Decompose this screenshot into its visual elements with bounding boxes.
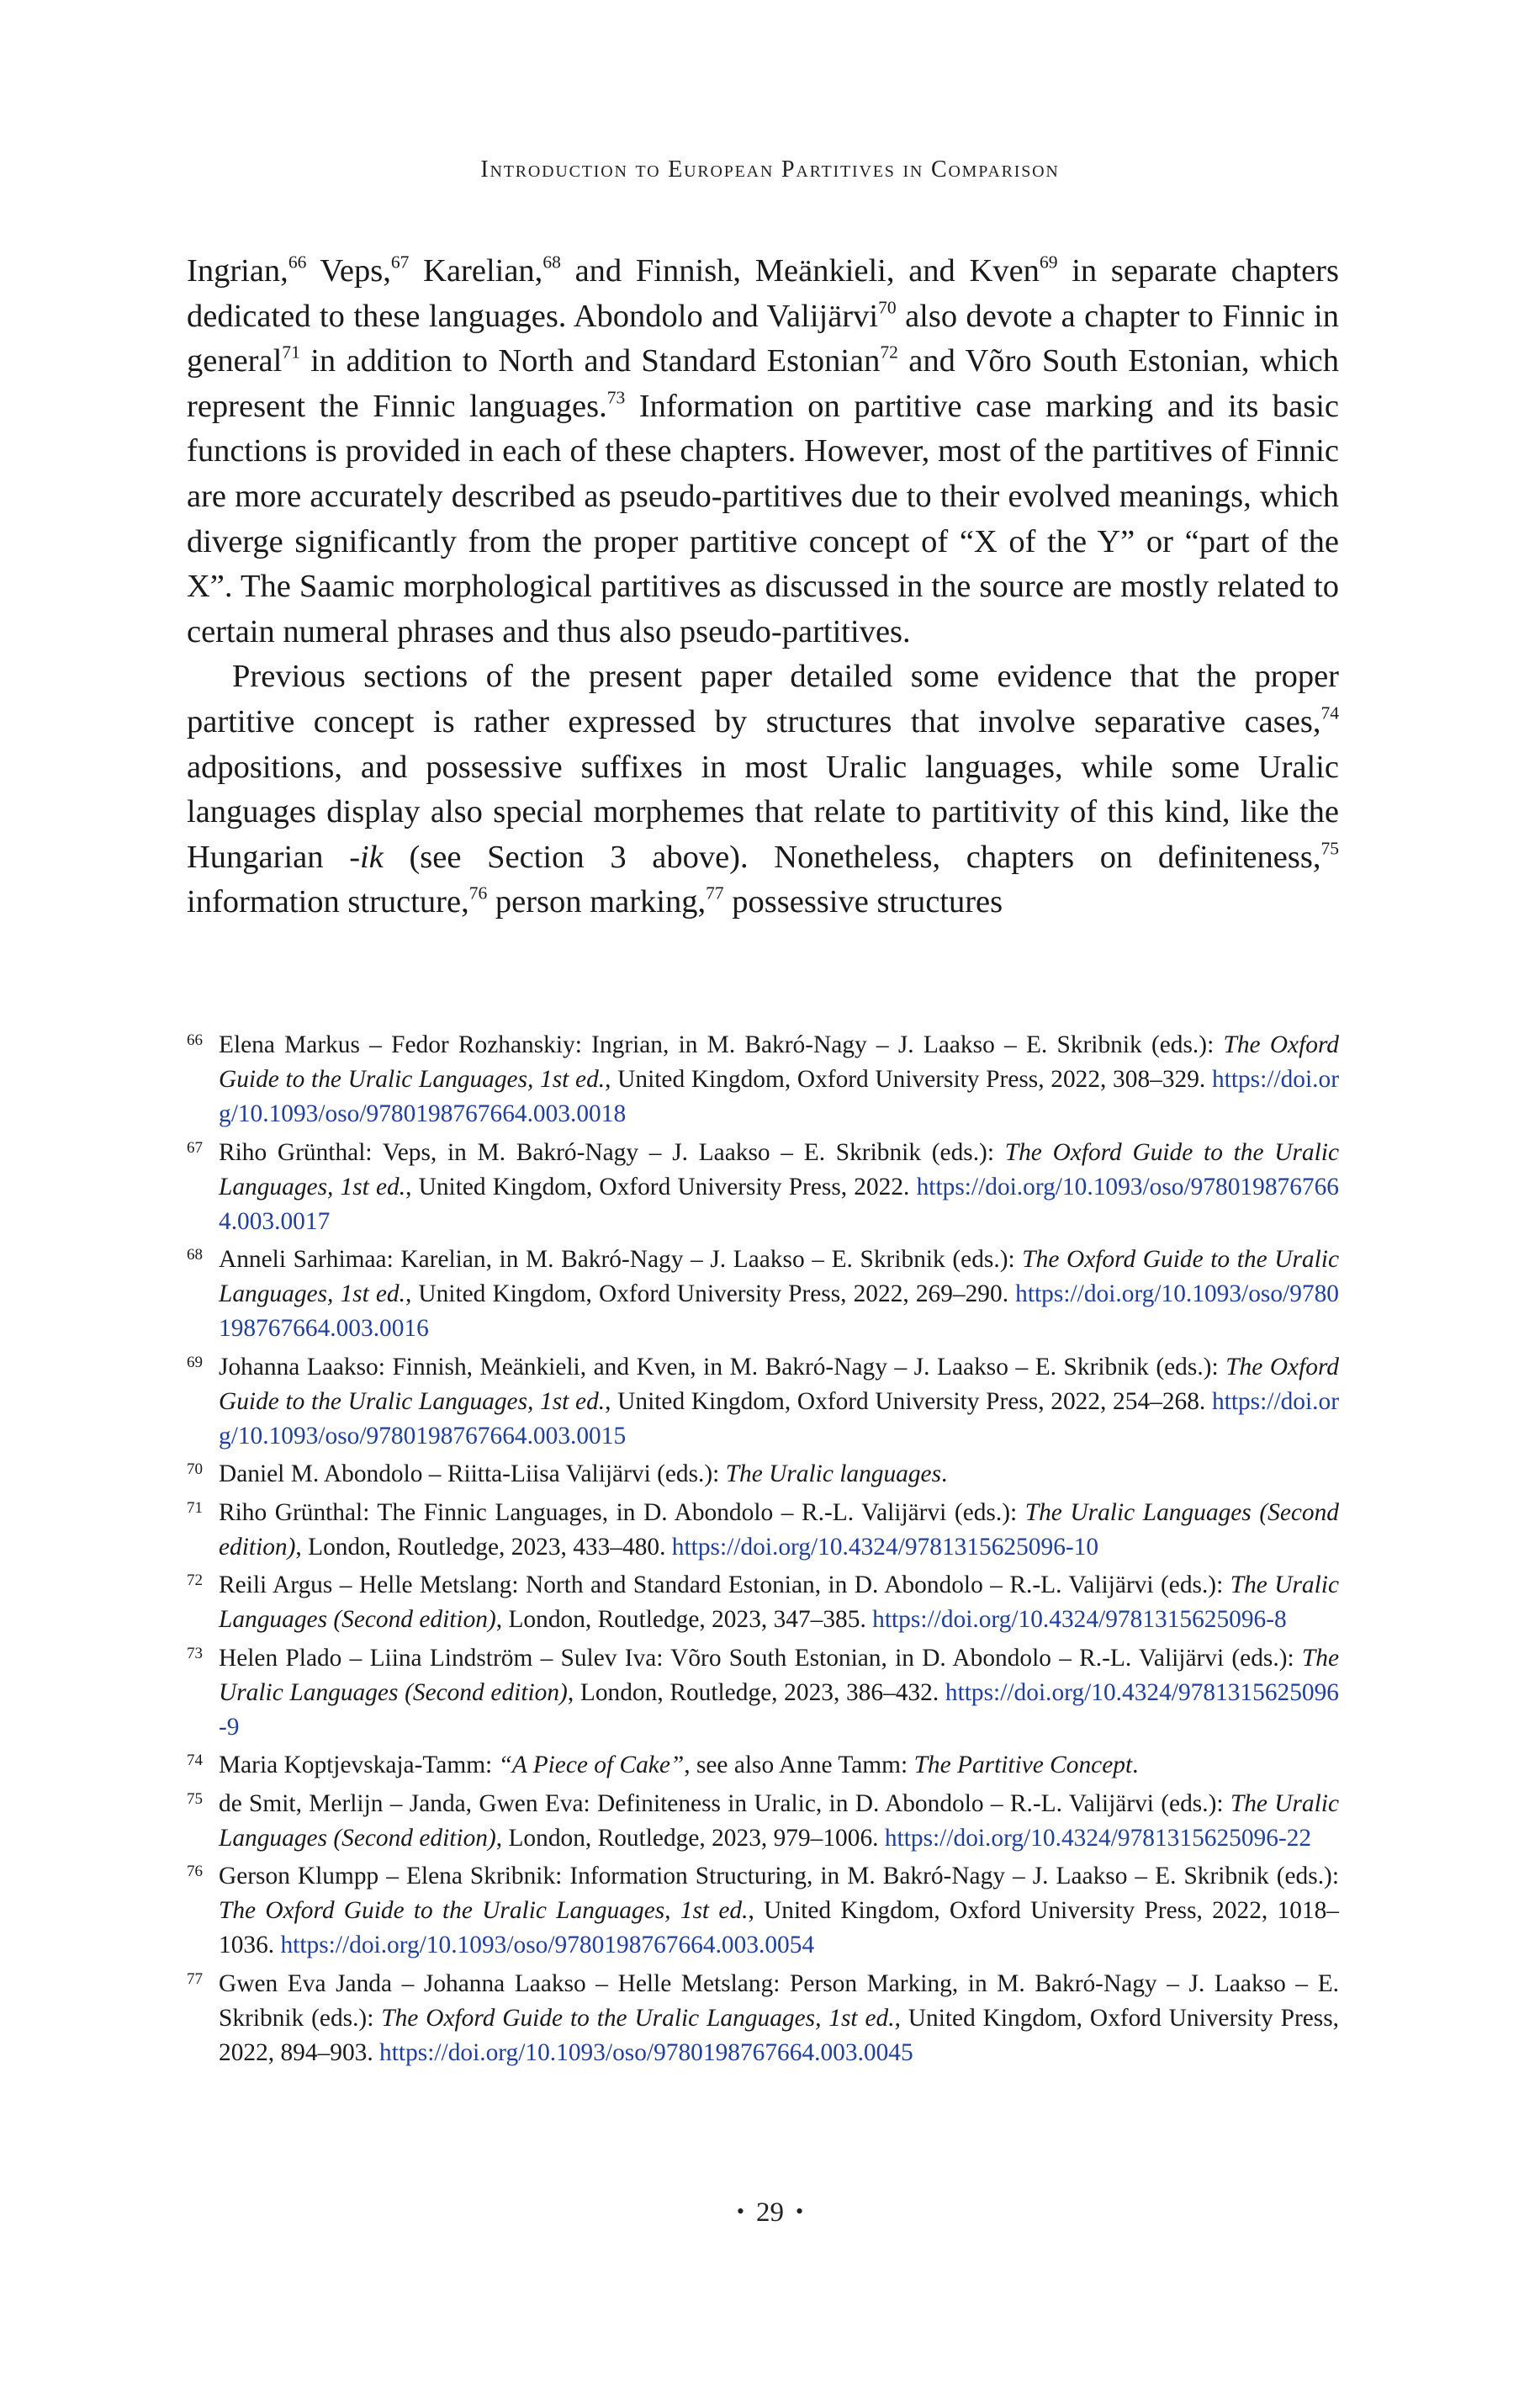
footnote-text: , United Kingdom, Oxford University Press, 2022, 254–268.	[605, 1387, 1212, 1415]
doi-link[interactable]: https://doi.org/10.1093/oso/9780198767664.003.0018	[219, 1066, 1339, 1127]
footnote-title: “A Piece of Cake”	[498, 1752, 685, 1778]
running-head: Introduction to European Partitives in Comparison	[480, 156, 1060, 183]
footnote-text: Helen Plado – Liina Lindström – Sulev Iva: Võro South Estonian, in D. Abondolo – R.-L. Valijärvi (eds.):	[219, 1644, 1302, 1672]
text-run: Karelian,	[409, 253, 543, 289]
footnote-number: 67	[187, 1138, 203, 1157]
footnote-text: Daniel M. Abondolo – Riitta-Liisa Valijärvi (eds.):	[219, 1460, 726, 1487]
text-run: Ingrian,	[187, 253, 288, 289]
footnote-text: Reili Argus – Helle Metslang: North and Standard Estonian, in D. Abondolo – R.-L. Valijärvi (eds.):	[219, 1571, 1230, 1598]
doi-link[interactable]: https://doi.org/10.1093/oso/9780198767664.003.0016	[219, 1280, 1339, 1342]
footnote-title: The Partitive Concept	[913, 1752, 1133, 1778]
footnote-number: 75	[187, 1789, 203, 1808]
footnote-ref-71[interactable]: 71	[282, 342, 300, 363]
footnote-text: Johanna Laakso: Finnish, Meänkieli, and Kven, in M. Bakró-Nagy – J. Laakso – E. Skribnik (eds.):	[219, 1353, 1226, 1381]
footnote-text: , London, Routledge, 2023, 386–432.	[567, 1678, 945, 1706]
footnote-ref-76[interactable]: 76	[468, 882, 488, 904]
footnote-ref-66[interactable]: 66	[288, 252, 307, 273]
footnote-ref-68[interactable]: 68	[542, 252, 561, 273]
footnote-text: Gerson Klumpp – Elena Skribnik: Information Structuring, in M. Bakró-Nagy – J. Laakso – E. Skribnik (eds.):	[219, 1863, 1339, 1889]
footnote-number: 66	[187, 1031, 203, 1049]
text-run: also devote a chapter to Finnic in general	[187, 298, 1339, 379]
text-run: in addition to North and Standard Estonian	[299, 343, 881, 379]
footnote-ref-73[interactable]: 73	[606, 387, 626, 408]
text-run: and Finnish, Meänkieli, and Kven	[560, 253, 1040, 289]
text-run: Previous sections of the present paper detailed some evidence that the proper partitive concept is rather expressed by structures that involve separative cases,	[187, 659, 1339, 739]
footnote-title: The Oxford Guide to the Uralic Languages, 1st ed.	[381, 2004, 895, 2032]
paragraph-1	[187, 249, 1339, 655]
footnote-text: Riho Grünthal: Veps, in M. Bakró-Nagy – J. Laakso – E. Skribnik (eds.):	[219, 1138, 1005, 1166]
footnote-text: Gwen Eva Janda – Johanna Laakso – Helle Metslang: Person Marking, in M. Bakró-Nagy – J. Laakso – E. Skribnik (eds.):	[219, 1969, 1339, 2032]
footnotes	[187, 1028, 1339, 2074]
footnote-text: , London, Routledge, 2023, 347–385.	[495, 1606, 873, 1633]
text-run: person marking,	[487, 884, 706, 920]
text-run: Veps,	[306, 253, 391, 289]
footnote-number: 70	[187, 1460, 203, 1478]
footnote-66	[187, 1028, 1339, 1132]
footnote-68	[187, 1243, 1339, 1346]
footnote-number: 73	[187, 1644, 203, 1662]
footnote-title: The Uralic Languages (Second edition)	[219, 1571, 1339, 1633]
footnote-number: 77	[187, 1969, 203, 1988]
footnote-74	[187, 1748, 1339, 1783]
text-run: possessive structures	[723, 884, 1003, 920]
footnote-text: , see also Anne Tamm:	[684, 1752, 914, 1778]
footnote-text: , United Kingdom, Oxford University Press, 2022, 1018–1036.	[219, 1897, 1340, 1958]
bullet-ornament-right: •	[796, 2199, 804, 2223]
footnote-title: The Uralic Languages (Second edition)	[219, 1789, 1339, 1852]
footnote-text: , United Kingdom, Oxford University Press, 2022, 308–329.	[605, 1066, 1212, 1093]
footnote-ref-75[interactable]: 75	[1320, 838, 1339, 859]
doi-link[interactable]: https://doi.org/10.4324/9781315625096-10	[671, 1533, 1099, 1561]
footnote-text: , London, Routledge, 2023, 979–1006.	[495, 1824, 885, 1852]
doi-link[interactable]: https://doi.org/10.1093/oso/9780198767664.003.0045	[379, 2038, 913, 2066]
footnote-text: , London, Routledge, 2023, 433–480.	[295, 1533, 672, 1561]
text-run: (see Section 3 above). Nonetheless, chapters on definiteness,	[383, 839, 1321, 875]
footnote-70	[187, 1457, 1339, 1492]
footnote-text: Riho Grünthal: The Finnic Languages, in D. Abondolo – R.-L. Valijärvi (eds.):	[219, 1498, 1025, 1526]
footnote-72	[187, 1568, 1339, 1637]
doi-link[interactable]: https://doi.org/10.4324/9781315625096-9	[219, 1678, 1339, 1741]
footnote-number: 72	[187, 1571, 203, 1589]
footnote-text: Maria Koptjevskaja-Tamm:	[219, 1752, 499, 1778]
doi-link[interactable]: https://doi.org/10.4324/9781315625096-22	[884, 1824, 1312, 1852]
footnote-text: de Smit, Merlijn – Janda, Gwen Eva: Definiteness in Uralic, in D. Abondolo – R.-L. Valijärvi (eds.):	[219, 1789, 1230, 1817]
footnote-67	[187, 1136, 1339, 1239]
paragraph-2	[187, 655, 1339, 925]
footnote-ref-70[interactable]: 70	[878, 297, 897, 318]
footnote-number: 76	[187, 1863, 203, 1880]
footnote-text: , United Kingdom, Oxford University Press, 2022, 269–290.	[405, 1280, 1016, 1307]
footnote-69	[187, 1350, 1339, 1454]
footnote-text: Elena Markus – Fedor Rozhanskiy: Ingrian, in M. Bakró-Nagy – J. Laakso – E. Skribnik (eds.):	[219, 1031, 1224, 1058]
page-number: 29	[756, 2197, 784, 2228]
italic-morpheme: -ik	[349, 839, 384, 875]
footnote-number: 69	[187, 1353, 203, 1371]
bullet-ornament-left: •	[736, 2199, 744, 2223]
page-number-footer	[0, 2197, 1540, 2229]
footnote-title: The Oxford Guide to the Uralic Languages, 1st ed.	[219, 1246, 1339, 1307]
footnote-ref-77[interactable]: 77	[706, 882, 724, 904]
doi-link[interactable]: https://doi.org/10.4324/9781315625096-8	[872, 1606, 1287, 1633]
main-text	[187, 249, 1339, 925]
footnote-73	[187, 1641, 1339, 1745]
footnote-title: The Oxford Guide to the Uralic Languages, 1st ed.	[219, 1353, 1340, 1415]
footnote-number: 71	[187, 1498, 203, 1517]
footnote-number: 68	[187, 1246, 203, 1264]
footnote-ref-74[interactable]: 74	[1320, 702, 1339, 723]
footnote-title: The Oxford Guide to the Uralic Languages, 1st ed.	[219, 1897, 749, 1924]
footnote-ref-67[interactable]: 67	[390, 252, 410, 273]
text-run: Information on partitive case marking and its basic functions is provided in each of these chapters. However, most of the partitives of Finnic are more accurately described as pseudo-partitives due to their evolved meanings, which diverge significantly from the proper partitive concept of “X of the Y” or “part of the X”. The Saamic morphological partitives as discussed in the source are mostly related to certain numeral phrases and thus also pseudo-partitives.	[187, 388, 1339, 649]
text-run: adpositions, and possessive suffixes in most Uralic languages, while some Uralic languages display also special morphemes that relate to partitivity of this kind, like the Hungarian	[187, 749, 1339, 875]
footnote-71	[187, 1496, 1339, 1565]
footnote-text: Anneli Sarhimaa: Karelian, in M. Bakró-Nagy – J. Laakso – E. Skribnik (eds.):	[219, 1246, 1023, 1273]
footnote-76	[187, 1859, 1339, 1963]
doi-link[interactable]: https://doi.org/10.1093/oso/9780198767664.003.0054	[280, 1932, 815, 1958]
footnote-text: , United Kingdom, Oxford University Press, 2022.	[405, 1173, 917, 1200]
doi-link[interactable]: https://doi.org/10.1093/oso/9780198767664.003.0017	[219, 1173, 1339, 1235]
footnote-title: The Oxford Guide to the Uralic Languages, 1st ed.	[219, 1031, 1339, 1093]
footnote-text: .	[941, 1460, 948, 1487]
footnote-title: The Oxford Guide to the Uralic Languages, 1st ed.	[219, 1138, 1339, 1200]
text-run: in separate chapters dedicated to these languages. Abondolo and Valijärvi	[187, 253, 1339, 334]
footnote-number: 74	[187, 1752, 203, 1769]
footnote-title: The Uralic languages	[725, 1460, 942, 1487]
footnote-text: .	[1132, 1752, 1139, 1778]
footnote-title: The Uralic Languages (Second edition)	[219, 1644, 1339, 1706]
footnote-75	[187, 1787, 1339, 1856]
footnote-text: , United Kingdom, Oxford University Press, 2022, 894–903.	[219, 2004, 1339, 2066]
footnote-77	[187, 1967, 1339, 2070]
text-run: information structure,	[187, 884, 469, 920]
footnote-ref-69[interactable]: 69	[1039, 252, 1058, 273]
doi-link[interactable]: https://doi.org/10.1093/oso/9780198767664.003.0015	[219, 1387, 1339, 1450]
footnote-ref-72[interactable]: 72	[880, 342, 898, 363]
text-run: and Võro South Estonian, which represent the Finnic languages.	[187, 343, 1339, 424]
footnote-title: The Uralic Languages (Second edition)	[219, 1498, 1339, 1561]
